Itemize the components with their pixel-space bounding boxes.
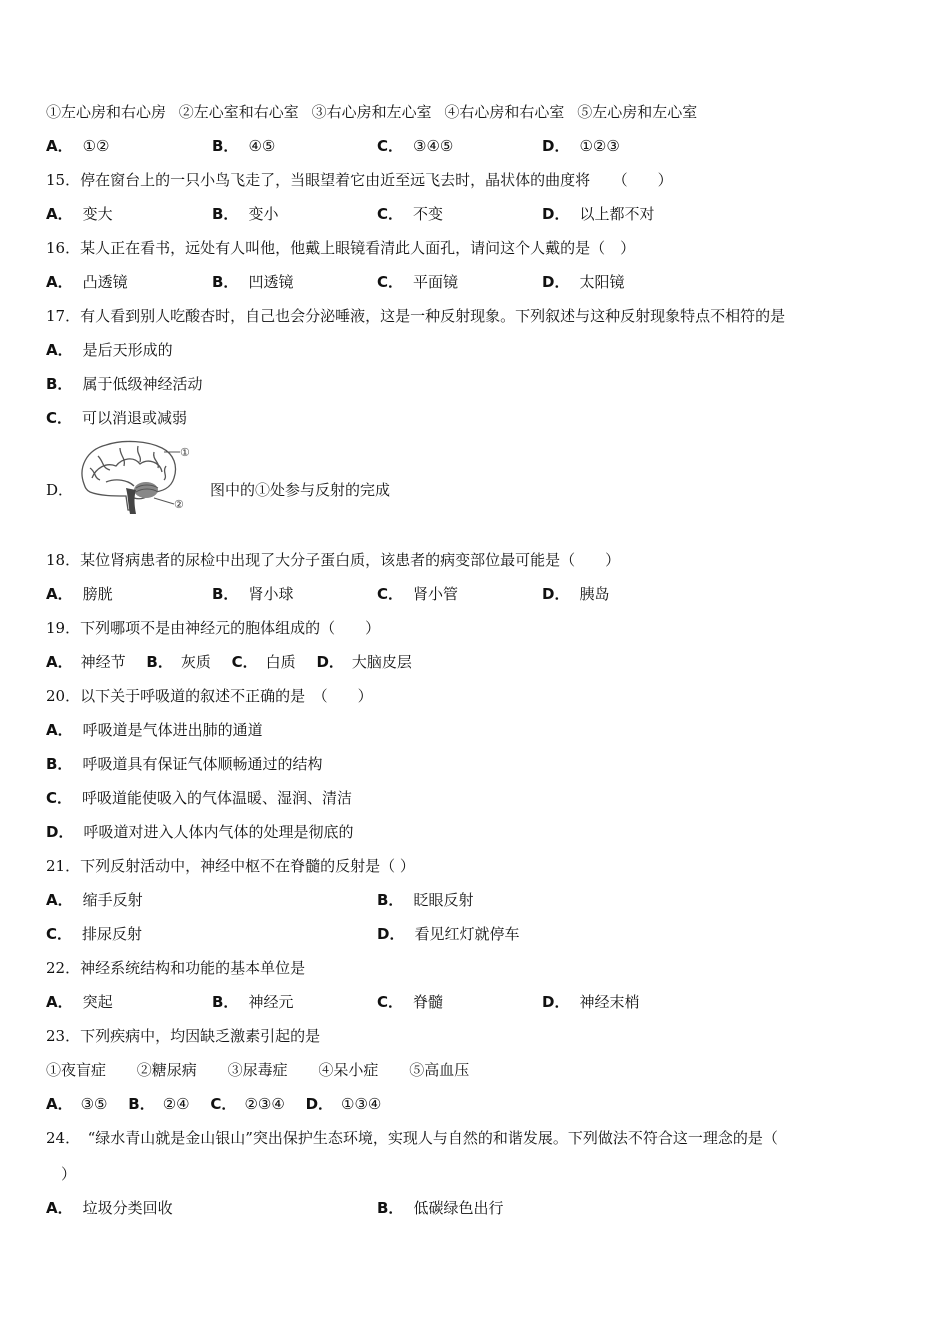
q19-option-a (46, 652, 126, 672)
q23-option-b (128, 1094, 189, 1114)
option-text: 排尿反射 (82, 925, 143, 943)
option-text: 膀胱 (82, 585, 113, 603)
option-text: 白质 (265, 653, 296, 671)
option-text: ②③④ (244, 1095, 285, 1113)
q15-options (46, 204, 906, 224)
option-label: D． (46, 823, 74, 841)
q21-options-row1 (46, 890, 906, 910)
q18-option-d (542, 584, 609, 604)
option-text: 不变 (413, 205, 444, 223)
q16-option-c (377, 272, 458, 292)
q20-option-c (46, 788, 352, 808)
option-label: A． (46, 273, 73, 291)
option-text: 眨眼反射 (413, 891, 474, 909)
option-text: 是后天形成的 (82, 341, 173, 359)
q22-option-d (542, 992, 639, 1012)
option-text: 呼吸道具有保证气体顺畅通过的结构 (82, 755, 323, 773)
q17-option-a (46, 340, 173, 360)
option-text: 呼吸道是气体进出肺的通道 (82, 721, 263, 739)
option-label: C． (231, 653, 258, 671)
q22-option-c (377, 992, 443, 1012)
q23-item: ⑤高血压 (409, 1061, 470, 1079)
figure-mark-1: ① (180, 446, 190, 459)
q23-item: ②糖尿病 (136, 1061, 197, 1079)
option-label: B． (212, 585, 239, 603)
q21-option-a (46, 890, 143, 910)
q20-option-b (46, 754, 322, 774)
q24-stem-line2: ） (46, 1165, 77, 1183)
q22-option-b (212, 992, 293, 1012)
q23-item: ③尿毒症 (227, 1061, 288, 1079)
q23-item: ④呆小症 (318, 1061, 379, 1079)
option-text: ④⑤ (248, 137, 276, 155)
q21-stem: 21．下列反射活动中，神经中枢不在脊髓的反射是（ ） (46, 857, 415, 875)
option-label: B． (212, 205, 239, 223)
q23-stem: 23．下列疾病中，均因缺乏激素引起的是 (46, 1027, 321, 1045)
option-text: ③⑤ (80, 1095, 108, 1113)
option-label: D． (542, 273, 570, 291)
option-text: ①② (82, 137, 110, 155)
q15-option-b (212, 204, 278, 224)
option-label: A． (46, 653, 73, 671)
option-label: C． (377, 205, 404, 223)
option-label: C． (210, 1095, 237, 1113)
q18-stem: 18．某位肾病患者的尿检中出现了大分子蛋白质，该患者的病变部位最可能是（ ） (46, 551, 621, 569)
option-text: 变小 (248, 205, 279, 223)
q16-option-b (212, 272, 293, 292)
q14-item: ④右心房和右心室 (444, 103, 565, 121)
option-label: A． (46, 891, 73, 909)
q14-item: ③右心房和左心室 (311, 103, 432, 121)
option-text: 平面镜 (413, 273, 459, 291)
option-label: C． (46, 409, 73, 427)
option-label: A． (46, 341, 73, 359)
q15-option-a (46, 204, 113, 224)
q14-item: ①左心房和右心房 (46, 103, 167, 121)
q16-option-d (542, 272, 624, 292)
option-label: C． (377, 273, 404, 291)
q24-option-a (46, 1198, 173, 1218)
option-text: 变大 (82, 205, 113, 223)
q16-options (46, 272, 906, 292)
q18-option-c (377, 584, 458, 604)
option-text: 大脑皮层 (351, 653, 412, 671)
option-text: 凹透镜 (248, 273, 294, 291)
option-label: B． (377, 891, 404, 909)
option-label: C． (377, 137, 404, 155)
option-text: 神经节 (80, 653, 126, 671)
option-text: 胰岛 (579, 585, 610, 603)
q21-options-row2 (46, 924, 906, 944)
option-text: 看见红灯就停车 (414, 925, 520, 943)
q24-stem-line1: 24． “绿水青山就是金山银山”突出保护生态环境，实现人与自然的和谐发展。下列做法不符合这一理念的是（ (46, 1129, 778, 1147)
option-text: 神经末梢 (579, 993, 640, 1011)
option-label: A． (46, 137, 73, 155)
option-label: A． (46, 1095, 73, 1113)
option-label: D． (542, 137, 570, 155)
option-text: 呼吸道对进入人体内气体的处理是彻底的 (83, 823, 354, 841)
q18-options (46, 584, 906, 604)
option-text: ①③④ (341, 1095, 382, 1113)
option-label: B． (146, 653, 173, 671)
option-text: ③④⑤ (413, 137, 454, 155)
option-label: A． (46, 1199, 73, 1217)
option-text: ①②③ (579, 137, 620, 155)
q23-item: ①夜盲症 (46, 1061, 107, 1079)
option-text: 缩手反射 (82, 891, 143, 909)
option-label: D． (542, 585, 570, 603)
option-label: D． (542, 993, 570, 1011)
option-label: B． (46, 375, 73, 393)
q19-option-d (316, 652, 411, 672)
q20-stem: 20．以下关于呼吸道的叙述不正确的是 （ ） (46, 687, 373, 705)
q16-stem: 16．某人正在看书，远处有人叫他，他戴上眼镜看清此人面孔，请问这个人戴的是（ ） (46, 239, 636, 257)
q24-option-b (377, 1198, 503, 1218)
option-text: 脊髓 (413, 993, 444, 1011)
q14-option-b (212, 136, 275, 156)
option-text: ②④ (162, 1095, 190, 1113)
q21-option-c (46, 924, 142, 944)
q22-stem: 22．神经系统结构和功能的基本单位是 (46, 959, 306, 977)
q24-options (46, 1198, 906, 1218)
option-label: C． (377, 585, 404, 603)
q17-option-c (46, 408, 187, 428)
option-text: 神经元 (248, 993, 294, 1011)
q17-option-d-label: D． (46, 481, 74, 499)
option-text: 属于低级神经活动 (82, 375, 203, 393)
q20-option-d (46, 822, 353, 842)
option-text: 突起 (82, 993, 113, 1011)
q19-option-b (146, 652, 210, 672)
option-label: D． (542, 205, 570, 223)
option-label: D． (377, 925, 405, 943)
q14-option-a (46, 136, 110, 156)
q18-option-a (46, 584, 113, 604)
q19-option-c (232, 652, 296, 672)
q22-options (46, 992, 906, 1012)
option-text: 呼吸道能使吸入的气体温暖、湿润、清洁 (82, 789, 353, 807)
option-label: B． (377, 1199, 404, 1217)
option-label: B． (212, 137, 239, 155)
q17-option-b (46, 374, 202, 394)
figure-mark-2: ② (174, 498, 184, 511)
q21-option-b (377, 890, 473, 910)
q23-option-a (46, 1094, 108, 1114)
brain-diagram (76, 438, 192, 520)
option-text: 肾小管 (413, 585, 459, 603)
option-label: D． (305, 1095, 334, 1113)
option-text: 以上都不对 (579, 205, 655, 223)
option-label: B． (46, 755, 73, 773)
option-label: B． (212, 993, 239, 1011)
q17-option-d-text: 图中的①处参与反射的完成 (210, 481, 391, 499)
option-text: 可以消退或减弱 (82, 409, 188, 427)
q14-items (46, 102, 697, 122)
q14-option-d (542, 136, 620, 156)
option-label: A． (46, 205, 73, 223)
q14-item: ⑤左心房和左心室 (577, 103, 698, 121)
option-text: 太阳镜 (579, 273, 625, 291)
q16-option-a (46, 272, 128, 292)
q14-options (46, 136, 906, 156)
option-text: 低碳绿色出行 (413, 1199, 504, 1217)
option-label: C． (46, 789, 73, 807)
q23-items (46, 1060, 469, 1080)
q15-option-d (542, 204, 654, 224)
option-text: 凸透镜 (82, 273, 128, 291)
q17-stem: 17．有人看到别人吃酸杏时，自己也会分泌唾液，这是一种反射现象。下列叙述与这种反射现象特点不相符的是 (46, 307, 786, 325)
leader-lines (154, 452, 180, 504)
q20-option-a (46, 720, 263, 740)
q23-option-c (210, 1094, 284, 1114)
q14-item: ②左心室和右心室 (178, 103, 299, 121)
option-label: A． (46, 585, 73, 603)
q19-options (46, 652, 428, 672)
q21-option-d (377, 924, 519, 944)
option-text: 垃圾分类回收 (82, 1199, 173, 1217)
option-label: A． (46, 993, 73, 1011)
q18-option-b (212, 584, 293, 604)
q15-stem: 15．停在窗台上的一只小鸟飞走了，当眼望着它由近至远飞去时，晶状体的曲度将 （ ） (46, 171, 673, 189)
option-text: 肾小球 (248, 585, 294, 603)
option-label: B． (128, 1095, 155, 1113)
q23-options (46, 1094, 397, 1114)
option-label: A． (46, 721, 73, 739)
option-label: B． (212, 273, 239, 291)
q19-stem: 19．下列哪项不是由神经元的胞体组成的（ ） (46, 619, 381, 637)
option-label: C． (377, 993, 404, 1011)
option-text: 灰质 (180, 653, 211, 671)
q14-option-c (377, 136, 453, 156)
q22-option-a (46, 992, 113, 1012)
q15-option-c (377, 204, 443, 224)
option-label: C． (46, 925, 73, 943)
option-label: D． (316, 653, 344, 671)
q23-option-d (306, 1094, 382, 1114)
